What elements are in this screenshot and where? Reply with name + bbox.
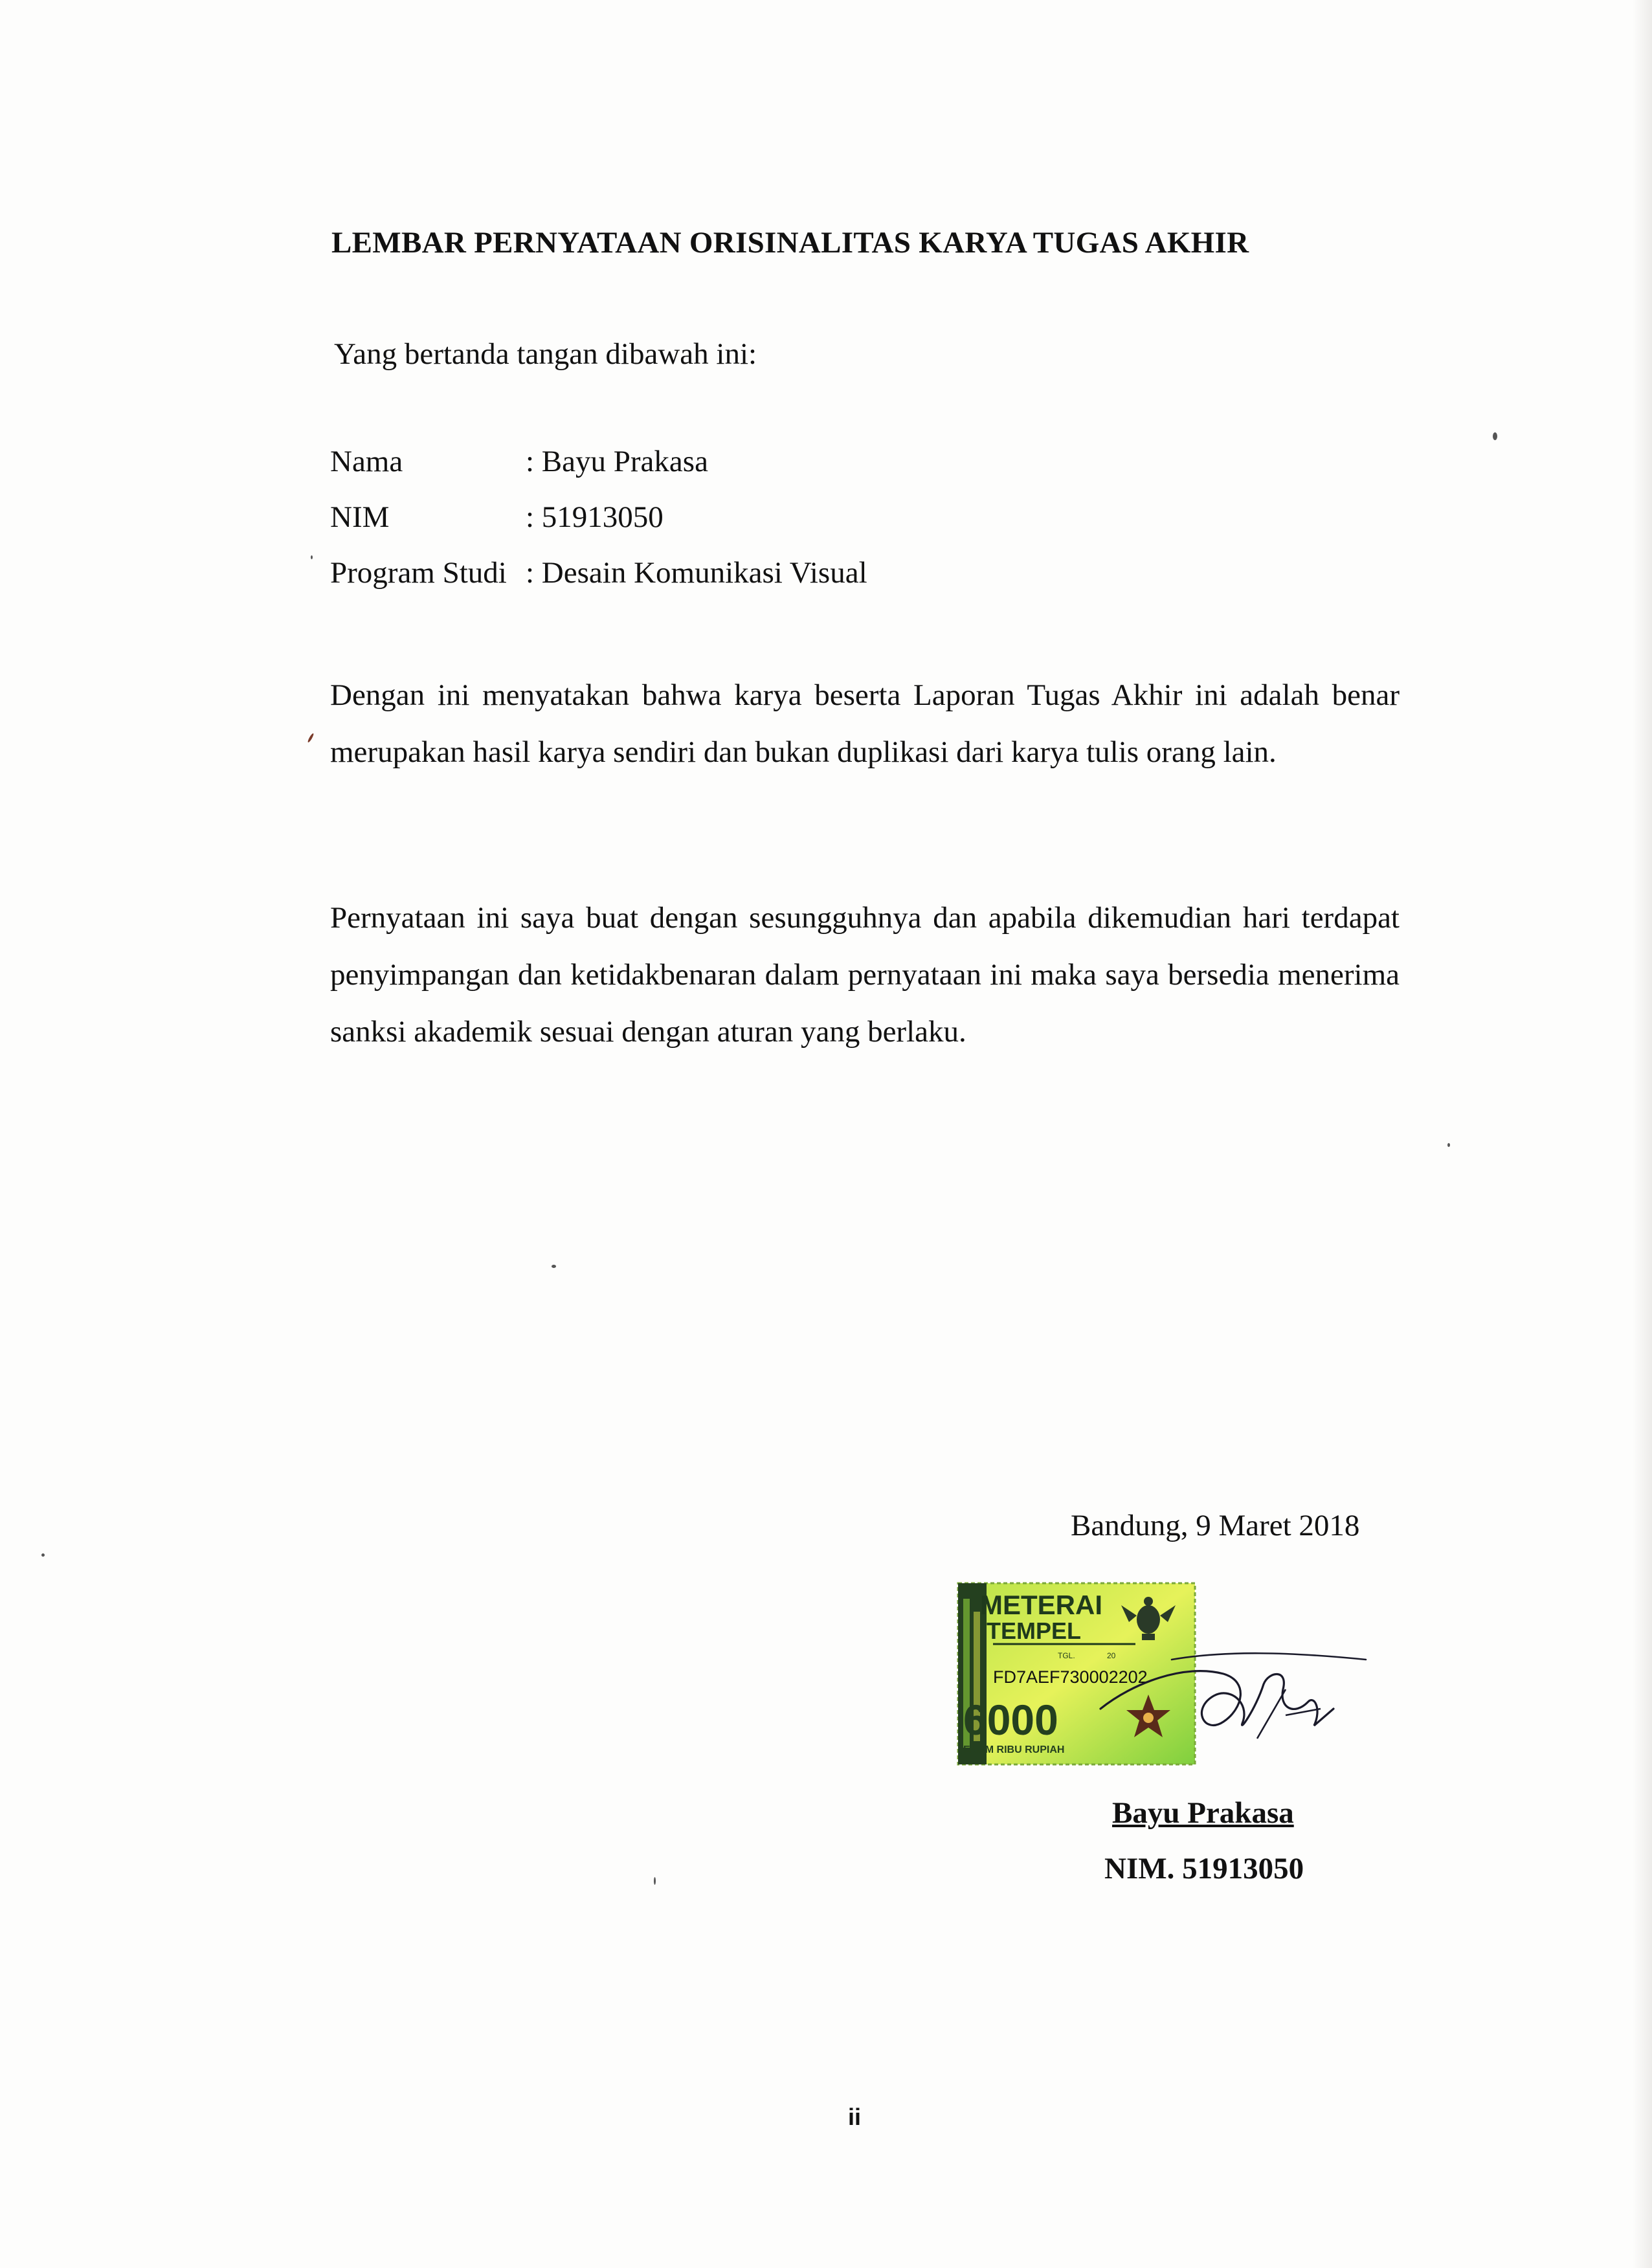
stamp-tgl-year: 20 <box>1107 1651 1116 1660</box>
scan-speck <box>1447 1143 1450 1147</box>
scan-speck <box>1493 432 1497 440</box>
field-value: : 51913050 <box>526 500 664 534</box>
stamp-value: 6000 <box>963 1696 1058 1744</box>
page-number: ii <box>848 2104 862 2130</box>
stamp-line1: METERAI <box>980 1590 1102 1620</box>
field-label: NIM <box>330 500 390 534</box>
field-label: Nama <box>330 445 403 478</box>
document-title: LEMBAR PERNYATAAN ORISINALITAS KARYA TUGAS AKHIR <box>331 226 1249 260</box>
identity-fields <box>330 444 867 611</box>
field-row-nama <box>330 444 867 500</box>
scan-speck <box>654 1877 656 1885</box>
field-row-program-studi <box>330 555 867 611</box>
declaration-paragraph: Pernyataan ini saya buat dengan sesungguhnya dan apabila dikemudian hari terdapat penyimpangan dan ketidakbenaran dalam pernyataan ini maka saya bersedia menerima sanksi akademik sesuai dengan aturan yang berlaku. <box>330 901 1400 1049</box>
signer-nim: NIM. 51913050 <box>1104 1852 1304 1885</box>
field-row-nim <box>330 500 867 555</box>
scan-speck <box>311 555 313 559</box>
intro-line: Yang bertanda tangan dibawah ini: <box>334 337 757 371</box>
field-value: : Desain Komunikasi Visual <box>526 556 867 590</box>
handwritten-signature <box>1094 1612 1372 1761</box>
field-value: : Bayu Prakasa <box>526 445 708 478</box>
scan-speck <box>41 1553 45 1557</box>
stamp-line2: TEMPEL <box>987 1618 1082 1644</box>
stamp-value-text: ENAM RIBU RUPIAH <box>963 1744 1065 1755</box>
place-and-date: Bandung, 9 Maret 2018 <box>1071 1509 1360 1542</box>
scan-edge-shadow <box>1633 0 1652 2268</box>
statement-paragraph: Dengan ini menyatakan bahwa karya beserta Laporan Tugas Akhir ini adalah benar merupakan hasil karya sendiri dan bukan duplikasi dari karya tulis orang lain. <box>330 678 1400 769</box>
signer-name: Bayu Prakasa <box>1112 1796 1294 1830</box>
stamp-serial: FD7AEF730002202 <box>993 1667 1148 1687</box>
stamp-tgl-label: TGL. <box>1058 1651 1075 1660</box>
scan-speck <box>552 1265 556 1268</box>
field-label: Program Studi <box>330 556 507 590</box>
scan-speck <box>307 733 314 743</box>
